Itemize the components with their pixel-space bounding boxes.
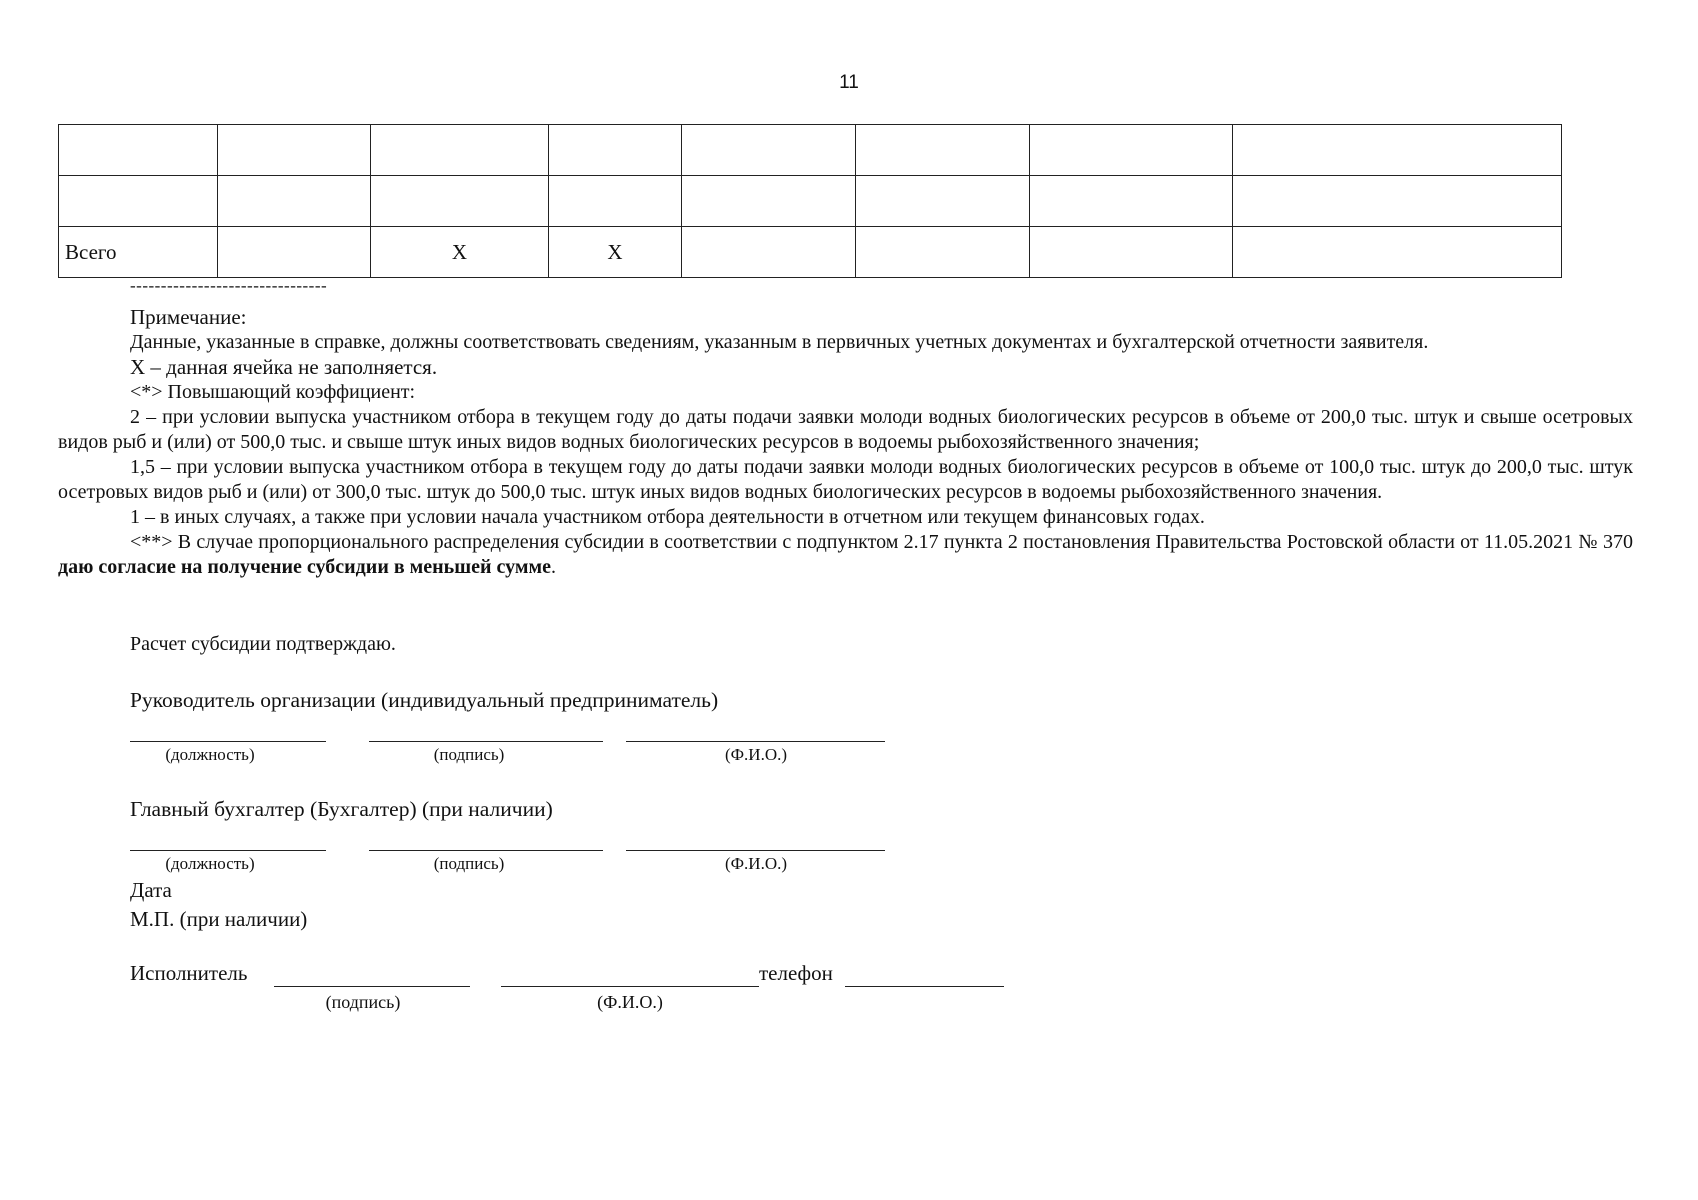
table-cell [1233,176,1562,227]
table-cell [856,227,1030,278]
table-cell [856,176,1030,227]
proportional-note [58,530,1633,580]
executor-label: Исполнитель [130,961,248,985]
coefficient-1-5-note: 1,5 – при условии выпуска участником отбора в текущем году до даты подачи заявки молоди водных биологических ресурсов в объеме от 100,0 тыс. штук до 200,0 тыс. штук осетровых видов рыб и (или) от 300,0 тыс. штук до 500,0 тыс. штук иных видов водных биологических ресурсов в водоемы рыбохозяйственного значения. [58,456,1633,503]
table-cell [549,125,682,176]
x-note: Х – данная ячейка не заполняется. [130,355,438,379]
table-cell [682,227,856,278]
table-cell [549,176,682,227]
table-cell [682,176,856,227]
accountant-name-line [626,850,885,851]
table-cell [1233,227,1562,278]
accountant-signature-caption: (подпись) [433,854,505,873]
head-position-caption: (должность) [165,745,255,764]
executor-signature-line [274,986,470,987]
table-cell [371,176,549,227]
x-mark-cell: Х [371,227,549,278]
date-label: Дата [130,878,172,902]
table-cell [856,125,1030,176]
coefficient-title: <*> Повышающий коэффициент: [130,381,416,403]
confirmation-text: Расчет субсидии подтверждаю. [130,633,396,655]
head-name-line [626,741,885,742]
page-number: 11 [839,72,859,93]
table-cell [1030,176,1233,227]
coefficient-2-note: 2 – при условии выпуска участником отбора в текущем году до даты подачи заявки молоди водных биологических ресурсов в объеме от 200,0 тыс. штук и свыше осетровых видов рыб и (или) от 500,0 тыс. и свыше штук иных видов водных биологических ресурсов в водоемы рыбохозяйственного значения; [58,406,1633,453]
subsidy-table [58,124,1562,278]
accountant-signature-line [369,850,603,851]
total-row [59,227,1562,278]
accountant-name-caption: (Ф.И.О.) [724,854,788,873]
table-cell [59,125,218,176]
notes-section [58,305,1633,580]
coefficient-1-note: 1 – в иных случаях, а также при условии начала участником отбора деятельности в отчетном или текущем финансовых годах. [130,506,1205,528]
accountant-position-caption: (должность) [165,854,255,873]
head-signature-line [369,741,603,742]
table-cell [1030,125,1233,176]
table-cell [218,125,371,176]
table-cell [1233,125,1562,176]
proportional-end: . [551,556,556,578]
executor-name-line [501,986,759,987]
phone-line [845,986,1004,987]
table-cell [218,176,371,227]
consent-text: даю согласие на получение субсидии в меньшей сумме [58,556,551,578]
table-cell [1030,227,1233,278]
phone-label: телефон [759,961,833,985]
data-note: Данные, указанные в справке, должны соответствовать сведениям, указанным в первичных учетных документах и бухгалтерской отчетности заявителя. [130,331,1429,353]
executor-signature-caption: (подпись) [325,992,401,1012]
table-row [59,125,1562,176]
head-position-line [130,741,326,742]
table-cell [59,176,218,227]
table-cell [218,227,371,278]
footnote-rule: -------------------------------- [130,276,328,295]
table-cell [371,125,549,176]
stamp-label: М.П. (при наличии) [130,907,308,931]
proportional-text: <**> В случае пропорционального распределения субсидии в соответствии с подпунктом 2.17 пункта 2 постановления Правительства Ростовской области от 11.05.2021 № 370 [130,531,1633,553]
notes-title: Примечание: [130,305,247,329]
total-label: Всего [59,227,218,278]
head-name-caption: (Ф.И.О.) [724,745,788,764]
table-row [59,176,1562,227]
x-mark-cell: Х [549,227,682,278]
accountant-title: Главный бухгалтер (Бухгалтер) (при наличии) [130,797,553,821]
table-cell [682,125,856,176]
head-title: Руководитель организации (индивидуальный предприниматель) [130,688,719,712]
executor-name-caption: (Ф.И.О.) [597,992,663,1012]
head-signature-caption: (подпись) [433,745,505,764]
accountant-position-line [130,850,326,851]
